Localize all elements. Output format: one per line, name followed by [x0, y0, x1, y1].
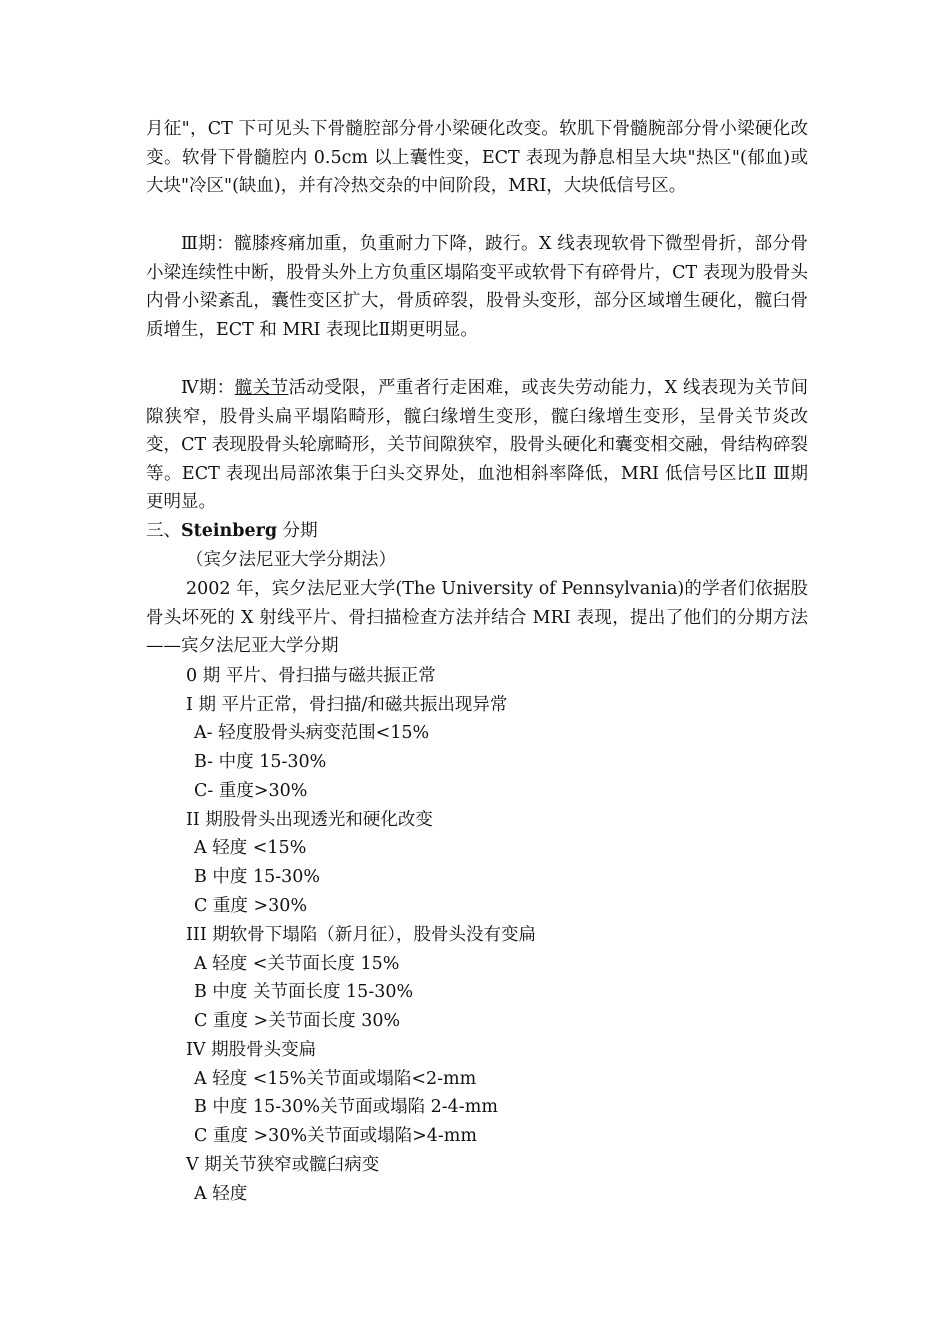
list-item: B 中度 关节面长度 15-30%: [194, 982, 414, 1002]
list-item: A- 轻度股骨头病变范围<15%: [194, 723, 430, 743]
list-item: B 中度 15-30%: [194, 867, 321, 887]
stage4-text: 活动受限，严重者行走困难，或丧失劳动能力，X 线表现为关节间隙狭窄，股骨头扁平塌陷畸形，髋臼缘增生变形，髋臼缘增生变形，呈骨关节炎改变，CT 表现股骨头轮廓畸形，关节间隙狭窄，股骨头硬化和囊变相交融，骨结构碎裂等。ECT 表现出局部浓集于臼头交界处，血池相斜率降低，MRI 低信号区比Ⅱ Ⅲ期更明显。: [146, 378, 808, 512]
list-item: A 轻度: [194, 1184, 248, 1204]
paragraph-intro: 2002 年，宾夕法尼亚大学(The University of Pennsylvania)的学者们依据股骨头坏死的 X 射线平片、骨扫描检查方法并结合 MRI 表现，提出了他们的分期方法——宾夕法尼亚大学分期: [146, 579, 808, 656]
list-item: A 轻度 <关节面长度 15%: [194, 954, 400, 974]
section-heading: [146, 517, 318, 546]
paragraph-stage4: [146, 374, 808, 517]
section-title-bold: Steinberg: [181, 521, 278, 541]
stage4-underlined-term: 髋关节: [234, 378, 289, 398]
section-number: 三、: [146, 521, 181, 541]
list-item: C- 重度>30%: [194, 781, 308, 801]
list-item: C 重度 >关节面长度 30%: [194, 1011, 401, 1031]
section-title-suffix: 分期: [277, 521, 318, 541]
stage4-prefix: Ⅳ期：: [181, 378, 235, 398]
paragraph-stage3: Ⅲ期：髋膝疼痛加重，负重耐力下降，跛行。X 线表现软骨下微型骨折，部分骨小梁连续性中断，股骨头外上方负重区塌陷变平或软骨下有碎骨片，CT 表现为股骨头内骨小梁紊乱，囊性变区扩大，骨质碎裂，股骨头变形，部分区域增生硬化，髋臼骨质增生，ECT 和 MRI 表现比Ⅱ期更明显。: [146, 234, 808, 340]
list-item: A 轻度 <15%关节面或塌陷<2-mm: [194, 1069, 477, 1089]
list-item: C 重度 >30%关节面或塌陷>4-mm: [194, 1126, 477, 1146]
list-item: B 中度 15-30%关节面或塌陷 2-4-mm: [194, 1097, 498, 1117]
list-item: III 期软骨下塌陷（新月征），股骨头没有变扁: [186, 925, 537, 945]
list-item: A 轻度 <15%: [194, 838, 307, 858]
list-item: II 期股骨头出现透光和硬化改变: [186, 810, 433, 830]
list-item: 0 期 平片、骨扫描与磁共振正常: [186, 666, 436, 686]
list-item: I 期 平片正常，骨扫描/和磁共振出现异常: [186, 695, 508, 715]
list-item: V 期关节狭窄或髋臼病变: [186, 1155, 380, 1175]
list-item: IV 期股骨头变扁: [186, 1040, 317, 1060]
list-item: C 重度 >30%: [194, 896, 308, 916]
list-item: B- 中度 15-30%: [194, 752, 327, 772]
paragraph-stage2-continuation: 月征"，CT 下可见头下骨髓腔部分骨小梁硬化改变。软肌下骨髓腕部分骨小梁硬化改变。软骨下骨髓腔内 0.5cm 以上囊性变，ECT 表现为静息相呈大块"热区"(郁血)或大块"冷区"(缺血)，并有冷热交杂的中间阶段，MRI，大块低信号区。: [146, 119, 808, 196]
section-subtitle: （宾夕法尼亚大学分期法）: [186, 550, 396, 570]
